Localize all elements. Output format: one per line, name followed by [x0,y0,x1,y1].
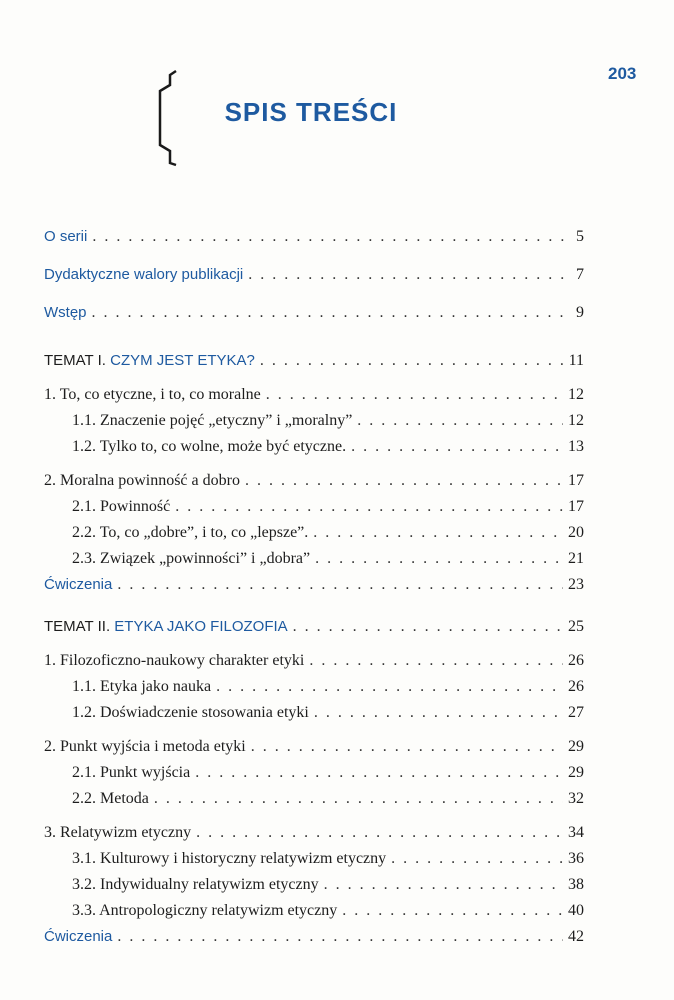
leader-dots [313,524,563,542]
toc-entry-page: 25 [568,618,584,635]
toc-entry-label: 2.1. Punkt wyjścia [72,764,191,781]
toc-section-temat-2[interactable] [44,618,584,644]
leader-dots [260,352,564,370]
toc-entry-dydaktyczne-walory[interactable] [44,266,584,292]
toc-entry-page: 26 [568,652,584,669]
toc-subchapter[interactable] [44,704,584,730]
toc-subchapter[interactable] [44,678,584,704]
page-title: SPIS TREŚCI [224,97,398,127]
toc-subchapter[interactable] [44,412,584,438]
toc-entry-page: 36 [568,850,584,867]
toc-subchapter[interactable] [44,850,584,876]
toc-chapter[interactable] [44,738,584,764]
section-heading [44,618,288,635]
toc-entry-label: 2.3. Związek „powinności” i „dobra” [72,550,311,567]
leader-dots [315,550,563,568]
toc-chapter[interactable] [44,386,584,412]
toc-entry-page: 34 [568,824,584,841]
toc-chapter[interactable] [44,652,584,678]
toc-entry-page: 20 [568,524,584,541]
leader-dots [216,678,563,696]
toc-entry-label: 3.2. Indywidualny relatywizm etyczny [72,876,319,893]
toc-section-temat-1[interactable] [44,352,584,378]
leader-dots [92,304,571,322]
toc-entry-label: 1. To, co etyczne, i to, co moralne [44,386,261,403]
toc-chapter[interactable] [44,824,584,850]
leader-dots [248,266,571,284]
toc-exercises[interactable] [44,928,584,954]
toc-entry-page: 12 [568,386,584,403]
leader-dots [342,902,563,920]
toc-subchapter[interactable] [44,498,584,524]
toc-entry-label: 2.1. Powinność [72,498,171,515]
toc-subchapter[interactable] [44,550,584,576]
toc-entry-page: 17 [568,498,584,515]
toc-subchapter[interactable] [44,876,584,902]
toc-entry-page: 7 [576,266,584,283]
page-number: 203 [608,64,637,83]
toc-entry-page: 13 [568,438,584,455]
toc-entry-page: 32 [568,790,584,807]
toc-entry-label: 1.2. Doświadczenie stosowania etyki [72,704,309,721]
toc-entry-label: 1. Filozoficzno-naukowy charakter etyki [44,652,305,669]
leader-dots [175,498,563,516]
table-of-contents [44,228,584,954]
leader-dots [195,764,563,782]
leader-dots [357,412,563,430]
leader-dots [92,228,571,246]
toc-entry-label: 2.2. Metoda [72,790,149,807]
toc-entry-page: 12 [568,412,584,429]
toc-entry-label: 2. Punkt wyjścia i metoda etyki [44,738,246,755]
toc-entry-wstep[interactable] [44,304,584,330]
leader-dots [251,738,563,756]
toc-entry-page: 9 [576,304,584,321]
toc-chapter[interactable] [44,472,584,498]
toc-subchapter[interactable] [44,764,584,790]
leader-dots [324,876,563,894]
toc-entry-page: 11 [568,352,584,369]
toc-entry-label: 2. Moralna powinność a dobro [44,472,240,489]
title-frame [156,67,536,167]
leader-dots [117,928,563,946]
leader-dots [309,652,563,670]
toc-entry-label: 2.2. To, co „dobre”, i to, co „lepsze”. [72,524,309,541]
leader-dots [196,824,563,842]
toc-subchapter[interactable] [44,902,584,928]
toc-entry-label: Wstęp [44,304,87,321]
toc-entry-page: 38 [568,876,584,893]
leader-dots [351,438,563,456]
toc-entry-label: 3. Relatywizm etyczny [44,824,192,841]
toc-subchapter[interactable] [44,438,584,464]
toc-entry-label: 1.2. Tylko to, co wolne, może być etyczne. [72,438,347,455]
toc-entry-label: Ćwiczenia [44,928,113,945]
section-prefix: TEMAT I. [44,352,106,369]
toc-entry-label: O serii [44,228,88,245]
toc-entry-page: 5 [576,228,584,245]
toc-entry-label: 1.1. Znaczenie pojęć „etyczny” i „moralny” [72,412,353,429]
toc-exercises[interactable] [44,576,584,602]
toc-entry-label: 3.3. Antropologiczny relatywizm etyczny [72,902,338,919]
toc-entry-page: 27 [568,704,584,721]
toc-subchapter[interactable] [44,524,584,550]
leader-dots [154,790,563,808]
toc-entry-page: 29 [568,738,584,755]
section-prefix: TEMAT II. [44,618,111,635]
toc-entry-page: 29 [568,764,584,781]
leader-dots [117,576,563,594]
section-title: CZYM JEST ETYKA? [110,352,255,369]
toc-entry-label: 1.1. Etyka jako nauka [72,678,212,695]
section-title: ETYKA JAKO FILOZOFIA [114,618,288,635]
leader-dots [266,386,563,404]
leader-dots [245,472,563,490]
leader-dots [314,704,563,722]
toc-subchapter[interactable] [44,790,584,816]
toc-entry-page: 42 [568,928,584,945]
leader-dots [391,850,563,868]
toc-entry-label: 3.1. Kulturowy i historyczny relatywizm etyczny [72,850,387,867]
toc-entry-page: 21 [568,550,584,567]
toc-entry-page: 26 [568,678,584,695]
toc-entry-label: Dydaktyczne walory publikacji [44,266,244,283]
toc-entry-page: 40 [568,902,584,919]
toc-entry-page: 23 [568,576,584,593]
toc-entry-label: Ćwiczenia [44,576,113,593]
section-heading [44,352,255,369]
toc-entry-page: 17 [568,472,584,489]
toc-entry-o-serii[interactable] [44,228,584,254]
leader-dots [293,618,563,636]
